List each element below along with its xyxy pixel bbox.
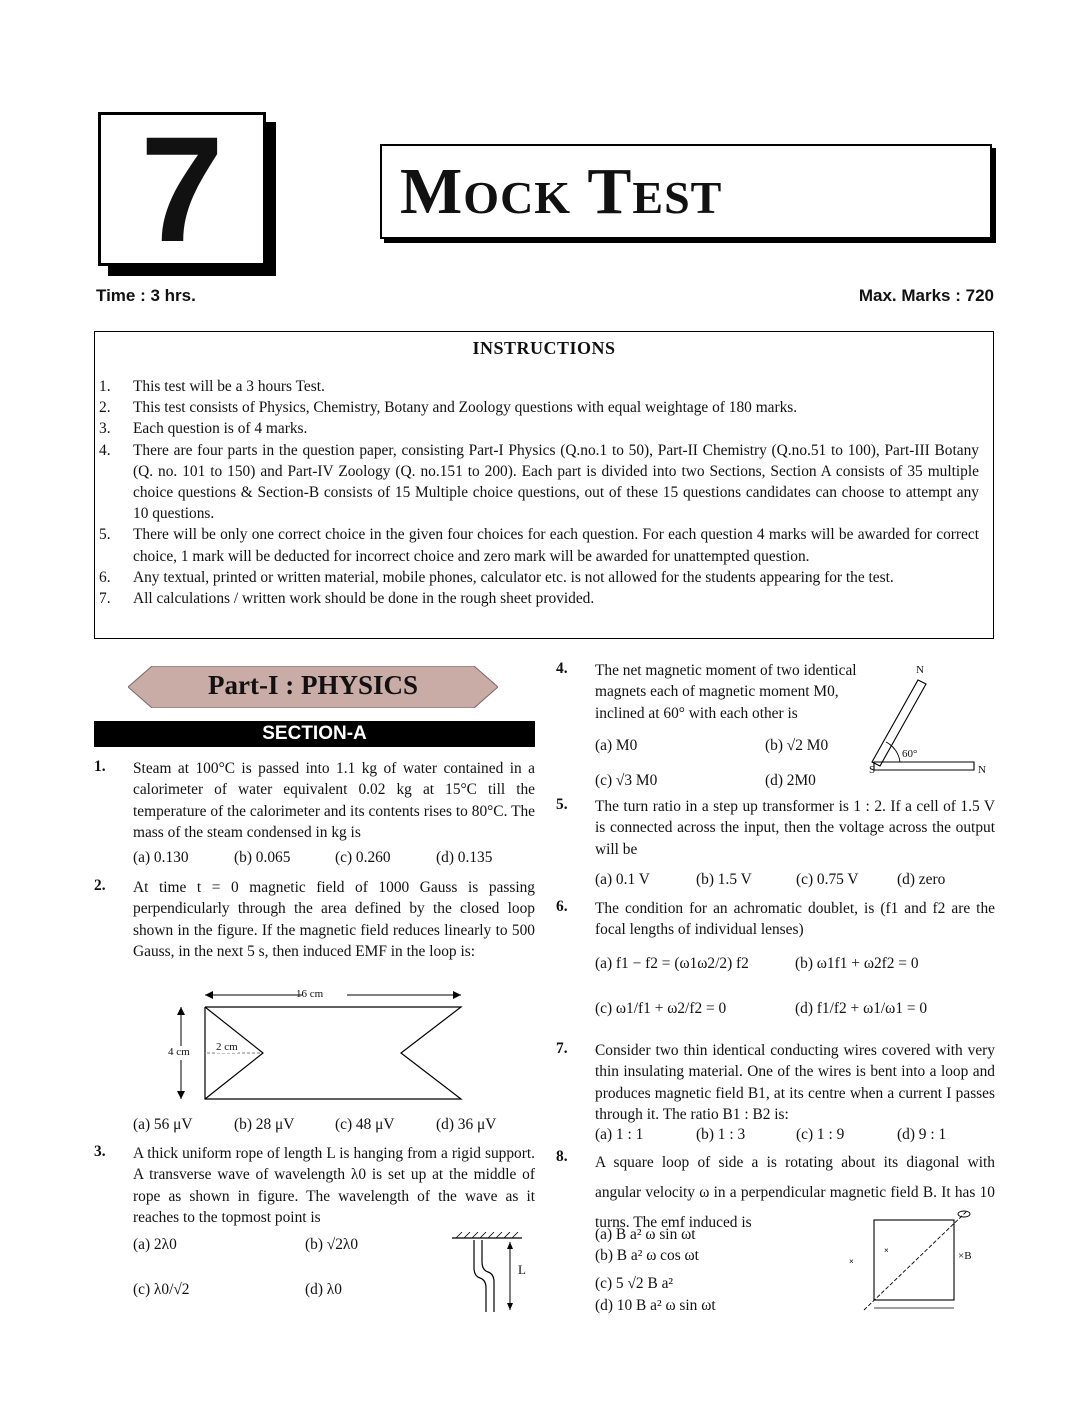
option-a: (a) 1 : 1 [595, 1126, 644, 1143]
section-heading: SECTION-A [94, 721, 535, 747]
instruction-item: 6. Any textual, printed or written material, mobile phones, calculator etc. is not allowed for the students appearing for the test. [99, 568, 894, 586]
option-d: (d) f1/f2 + ω1/ω1 = 0 [795, 1000, 928, 1017]
question-number: 2. [94, 877, 106, 894]
option-c: (c) ω1/f1 + ω2/f2 = 0 [595, 1000, 727, 1017]
svg-text:×: × [849, 1257, 854, 1266]
question-number: 8. [556, 1148, 568, 1165]
option-a: (a) f1 − f2 = (ω1ω2/2) f2 [595, 955, 749, 972]
question-text: Steam at 100°C is passed into 1.1 kg of water contained in a calorimeter of water equivalent 0.02 kg at 15°C till the temperature of the calorimeter and its contents rises to 80°C. The mass of the steam condensed in kg is [133, 760, 535, 842]
instructions-box [94, 331, 994, 639]
option-b: (b) ω1f1 + ω2f2 = 0 [795, 955, 919, 972]
time-label: Time : 3 hrs. [96, 286, 196, 305]
option-d: (d) 9 : 1 [897, 1126, 947, 1143]
option-d: (d) 2M0 [765, 772, 816, 789]
question-text: The net magnetic moment of two identical magnets each of magnetic moment M0, inclined at 60° with each other is [595, 662, 857, 722]
option-b: (b) B a² ω cos ωt [595, 1247, 699, 1264]
option-a: (a) B a² ω sin ωt [595, 1226, 696, 1243]
option-b: (b) 1 : 3 [696, 1126, 746, 1143]
magnets-figure [862, 668, 992, 778]
option-a: (a) 0.130 [133, 849, 189, 866]
option-c: (c) 5 √2 B a² [595, 1275, 674, 1292]
option-d: (d) 10 B a² ω sin ωt [595, 1297, 716, 1314]
option-c: (c) 48 μV [335, 1116, 395, 1133]
title-box [380, 144, 992, 239]
question-number: 5. [556, 796, 568, 813]
magnet-north-right: N [978, 764, 986, 776]
question-text: A thick uniform rope of length L is hanging from a rigid support. A transverse wave of wavelength λ0 is set up at the middle of rope as shown in figure. The wavelength of the wave as it reaches to the topmost point is [133, 1145, 535, 1227]
option-b: (b) 1.5 V [696, 871, 752, 888]
test-number: 7 [140, 105, 224, 273]
instruction-item: 4. There are four parts in the question paper, consisting Part-I Physics (Q.no.1 to 50), Part-II Chemistry (Q.no.51 to 100), Part-III Botany (Q. no. 101 to 150) and Part-IV Zoology (Q. no.151 to 200). Each part is divided into two Sections, Section A consists of 35 multiple choice questions & Section-B consists of 15 Multiple choice questions, out of these 15 questions candidates can choose to attempt any 10 questions. [99, 441, 979, 523]
question-number: 3. [94, 1143, 106, 1160]
option-b: (b) 28 μV [234, 1116, 295, 1133]
question-number: 7. [556, 1040, 568, 1057]
option-c: (c) 0.75 V [796, 871, 859, 888]
instructions-heading: INSTRUCTIONS [472, 338, 616, 358]
option-c: (c) λ0/√2 [133, 1281, 190, 1298]
option-a: (a) 56 μV [133, 1116, 193, 1133]
option-b: (b) √2 M0 [765, 737, 829, 754]
option-d: (d) λ0 [305, 1281, 342, 1298]
instruction-item: 7. All calculations / written work should be done in the rough sheet provided. [99, 590, 595, 608]
option-c: (c) √3 M0 [595, 772, 658, 789]
instruction-item: 1. This test will be a 3 hours Test. [99, 378, 325, 395]
magnet-angle: 60° [902, 748, 918, 760]
option-d: (d) zero [897, 871, 946, 888]
loop-figure [165, 985, 465, 1110]
question-text: The condition for an achromatic doublet, is (f1 and f2 are the focal lengths of individual lenses) [595, 900, 995, 939]
instruction-item: 3. Each question is of 4 marks. [99, 420, 308, 438]
instruction-item: 2. This test consists of Physics, Chemistry, Botany and Zoology questions with equal weightage of 180 marks. [99, 399, 798, 417]
magnet-north-top: N [916, 664, 924, 676]
option-a: (a) 2λ0 [133, 1236, 177, 1253]
question-text: Consider two thin identical conducting wires covered with very thin insulating material. One of the wires is bent into a loop and produces magnetic field B1, at its centre when a current I passes through it. The ratio B1 : B2 is: [595, 1042, 995, 1124]
question-text: A square loop of side a is rotating about its diagonal with angular velocity ω in a perpendicular magnetic field B. It has 10 turns. The emf induced is [595, 1154, 995, 1231]
instructions-list [95, 376, 979, 609]
option-c: (c) 0.260 [335, 849, 391, 866]
question-number: 1. [94, 758, 106, 775]
option-a: (a) 0.1 V [595, 871, 650, 888]
page-title: Mock Test [400, 154, 723, 228]
rope-length-label: L [518, 1262, 526, 1277]
option-b: (b) √2λ0 [305, 1236, 359, 1253]
svg-text:×: × [884, 1246, 889, 1255]
question-number: 4. [556, 660, 568, 677]
magnet-south: S [869, 764, 876, 776]
instruction-item: 5. There will be only one correct choice in the given four choices for each question. For each question 4 marks will be awarded for correct choice, 1 mark will be deducted for incorrect choice and zero mark will be awarded for unattempted question. [99, 526, 979, 565]
option-c: (c) 1 : 9 [796, 1126, 845, 1143]
question-number: 6. [556, 898, 568, 915]
fig-gap-label: 2 cm [216, 1041, 238, 1053]
max-marks-label: Max. Marks : 720 [858, 286, 994, 305]
part-banner-label: Part-I : PHYSICS [208, 670, 418, 700]
fig-width-label: 16 cm [296, 988, 324, 1000]
square-loop-figure [844, 1208, 974, 1314]
part-banner [128, 666, 498, 708]
field-label: ×B [958, 1250, 972, 1262]
question-text: The turn ratio in a step up transformer is 1 : 2. If a cell of 1.5 V is connected across the input, then the voltage across the output will be [595, 798, 995, 858]
option-b: (b) 0.065 [234, 849, 291, 866]
option-d: (d) 0.135 [436, 849, 493, 866]
test-number-box [98, 105, 266, 273]
question-text: At time t = 0 magnetic field of 1000 Gauss is passing perpendicularly through the area defined by the closed loop shown in the figure. If the magnetic field reduces linearly to 500 Gauss, in the next 5 s, then induced EMF in the loop is: [133, 879, 535, 961]
option-a: (a) M0 [595, 737, 638, 754]
fig-height-label: 4 cm [168, 1046, 190, 1058]
option-d: (d) 36 μV [436, 1116, 497, 1133]
